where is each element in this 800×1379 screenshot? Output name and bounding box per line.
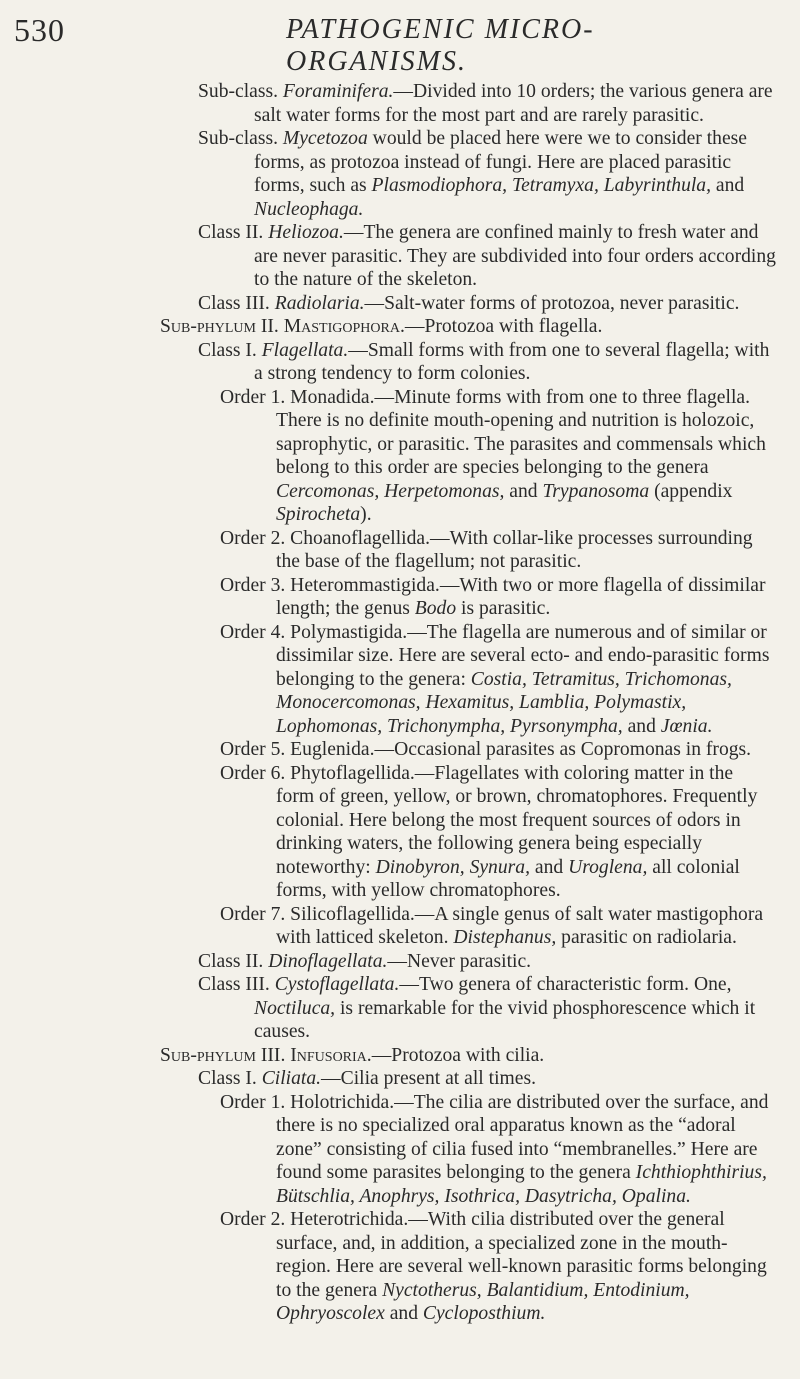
italic-text: Flagellata.: [261, 339, 349, 361]
italic-text: Costia, Tetramitus, Trichomonas, Monocercomonas, Hexamitus, Lamblia, Polymastix, Lophomonas, Trichonympha, Pyrsonympha,: [276, 668, 732, 737]
italic-text: Nucleophaga.: [254, 198, 364, 220]
italic-text: Plasmodiophora, Tetramyxa, Labyrinthula,: [371, 175, 712, 196]
paragraph: [198, 903, 776, 950]
italic-text: Dinoflagellata.: [268, 950, 388, 972]
paragraph-text: and: [529, 856, 569, 878]
italic-text: Jœnia.: [660, 715, 713, 737]
paragraph: [198, 292, 776, 316]
paragraph-text: Order 7. Silicoflagellida.—A single genus of salt water mastigophora with latticed skeleton.: [220, 903, 764, 948]
paragraph: [198, 527, 776, 574]
paragraph-text: Sub-phylum III. Infusoria.: [160, 1044, 372, 1066]
italic-text: Cystoflagellata.: [274, 974, 400, 995]
paragraph-text: Class I.: [198, 1068, 262, 1089]
italic-text: Ichthiophthirius, Bütschlia, Anophrys, Isothrica, Dasytricha, Opalina.: [276, 1162, 767, 1207]
paragraph: [160, 1044, 776, 1068]
paragraph: [198, 221, 776, 292]
italic-text: Distephanus,: [453, 927, 557, 948]
paragraph-text: Order 4. Polymastigida.—The flagella are numerous and of similar or dissimilar size. Here are several ecto- and endo-parasitic forms belonging to the genera:: [220, 621, 770, 690]
paragraph-text: would be placed here were we to consider these forms, as protozoa instead of fungi. Here are placed parasitic forms, such as: [254, 128, 747, 196]
italic-text: Cercomonas, Herpetomonas,: [276, 480, 505, 502]
italic-text: Trypanosoma: [542, 480, 650, 502]
italic-text: Bodo: [414, 598, 457, 619]
paragraph-text: is parasitic.: [456, 598, 551, 619]
italic-text: Nyctotherus, Balantidium, Entodinium, Ophryoscolex: [276, 1279, 690, 1324]
paragraph-text: —Cilia present at all times.: [321, 1068, 536, 1089]
paragraph: [198, 127, 776, 221]
paragraph-text: (appendix: [649, 480, 733, 502]
paragraph: [198, 738, 776, 762]
paragraph-text: —Never parasitic.: [387, 950, 532, 972]
paragraph: [198, 621, 776, 739]
paragraph-text: Class II.: [198, 950, 269, 972]
paragraph: [198, 574, 776, 621]
paragraph-text: Class III.: [198, 974, 275, 995]
paragraph-text: Sub-class.: [198, 81, 283, 102]
paragraph-text: Order 2. Heterotrichida.—With cilia distributed over the general surface, and, in addition, a specialized zone in the mouth-region. Here are several well-known parasitic forms belonging to the genera: [220, 1209, 767, 1301]
paragraph-text: Order 3. Heterommastigida.—With two or more flagella of dissimilar length; the genus: [220, 574, 766, 619]
paragraph: [198, 386, 776, 527]
paragraph: [198, 950, 776, 974]
paragraph: [198, 1208, 776, 1326]
paragraph-text: —Divided into 10 orders; the various genera are salt water forms for the most part and are rarely parasitic.: [254, 81, 773, 126]
paragraph: [198, 973, 776, 1044]
paragraph-text: Order 2. Choanoflagellida.—With collar-like processes surrounding the base of the flagellum; not parasitic.: [220, 527, 753, 572]
paragraph-text: all colonial forms, with yellow chromatophores.: [276, 856, 740, 901]
paragraph-text: and: [384, 1303, 423, 1324]
paragraph-text: Order 5. Euglenida.—Occasional parasites as Copromonas in frogs.: [220, 739, 752, 760]
paragraph-text: —Protozoa with cilia.: [371, 1044, 545, 1066]
running-title: PATHOGENIC MICRO-ORGANISMS.: [286, 14, 595, 77]
italic-text: Uroglena,: [568, 856, 648, 878]
italic-text: Foraminifera.: [282, 81, 394, 102]
page-header: [14, 12, 770, 77]
paragraph: [160, 315, 776, 339]
paragraph-text: Class II.: [198, 222, 269, 243]
paragraph-text: parasitic on radiolaria.: [556, 927, 737, 948]
paragraph-text: —Salt-water forms of protozoa, never parasitic.: [364, 292, 740, 314]
paragraph-text: Order 6. Phytoflagellida.—Flagellates with coloring matter in the form of green, yellow, or brown, chromatophores. Frequently colonial. Here belong the most frequent sources of odors in drinking waters, the following genera being especially noteworthy:: [220, 762, 758, 878]
italic-text: Noctiluca,: [254, 997, 336, 1019]
paragraph: [198, 762, 776, 903]
paragraph-text: Order 1. Holotrichida.—The cilia are distributed over the surface, and there is no specialized oral apparatus known as the “adoral zone” consisting of cilia fused into “membranelles.” Here are found some parasites belonging to the genera: [220, 1091, 769, 1183]
paragraph-text: and: [711, 175, 745, 196]
italic-text: Spirocheta: [276, 504, 361, 525]
italic-text: Heliozoa.: [268, 222, 344, 243]
paragraph-text: —The genera are confined mainly to fresh water and are never parasitic. They are subdivided into four orders according to the nature of the skeleton.: [254, 222, 776, 290]
italic-text: Radiolaria.: [274, 292, 365, 314]
paragraph-text: Sub-phylum II. Mastigophora.: [160, 316, 405, 337]
paragraph-text: —Two genera of characteristic form. One,: [399, 974, 732, 995]
italic-text: Ciliata.: [261, 1068, 322, 1089]
paragraph-text: —Small forms with from one to several flagella; with a strong tendency to form colonies.: [254, 339, 770, 384]
italic-text: Dinobyron, Synura,: [375, 856, 530, 878]
paragraph-text: and: [504, 480, 543, 502]
italic-text: Mycetozoa: [282, 128, 368, 149]
paragraph-text: Sub-class.: [198, 128, 283, 149]
paragraph-text: ).: [360, 504, 372, 525]
paragraph-text: and: [622, 715, 661, 737]
paragraph-text: is remarkable for the vivid phosphorescence which it causes.: [254, 997, 756, 1042]
paragraph: [198, 1091, 776, 1209]
paragraph-text: Class I.: [198, 339, 262, 361]
paragraph: [198, 80, 776, 127]
paragraph-text: Order 1. Monadida.—Minute forms with from one to three flagella. There is no definite mouth-opening and nutrition is holozoic, saprophytic, or parasitic. The parasites and commensals which belong to this order are species belonging to the genera: [220, 386, 766, 478]
paragraph-text: Class III.: [198, 292, 275, 314]
page-number: 530: [14, 12, 65, 48]
paragraph: [198, 1067, 776, 1091]
italic-text: Cycloposthium.: [422, 1303, 546, 1324]
paragraph-text: —Protozoa with flagella.: [404, 316, 603, 337]
paragraph: [198, 339, 776, 386]
page-body: [160, 80, 776, 1326]
